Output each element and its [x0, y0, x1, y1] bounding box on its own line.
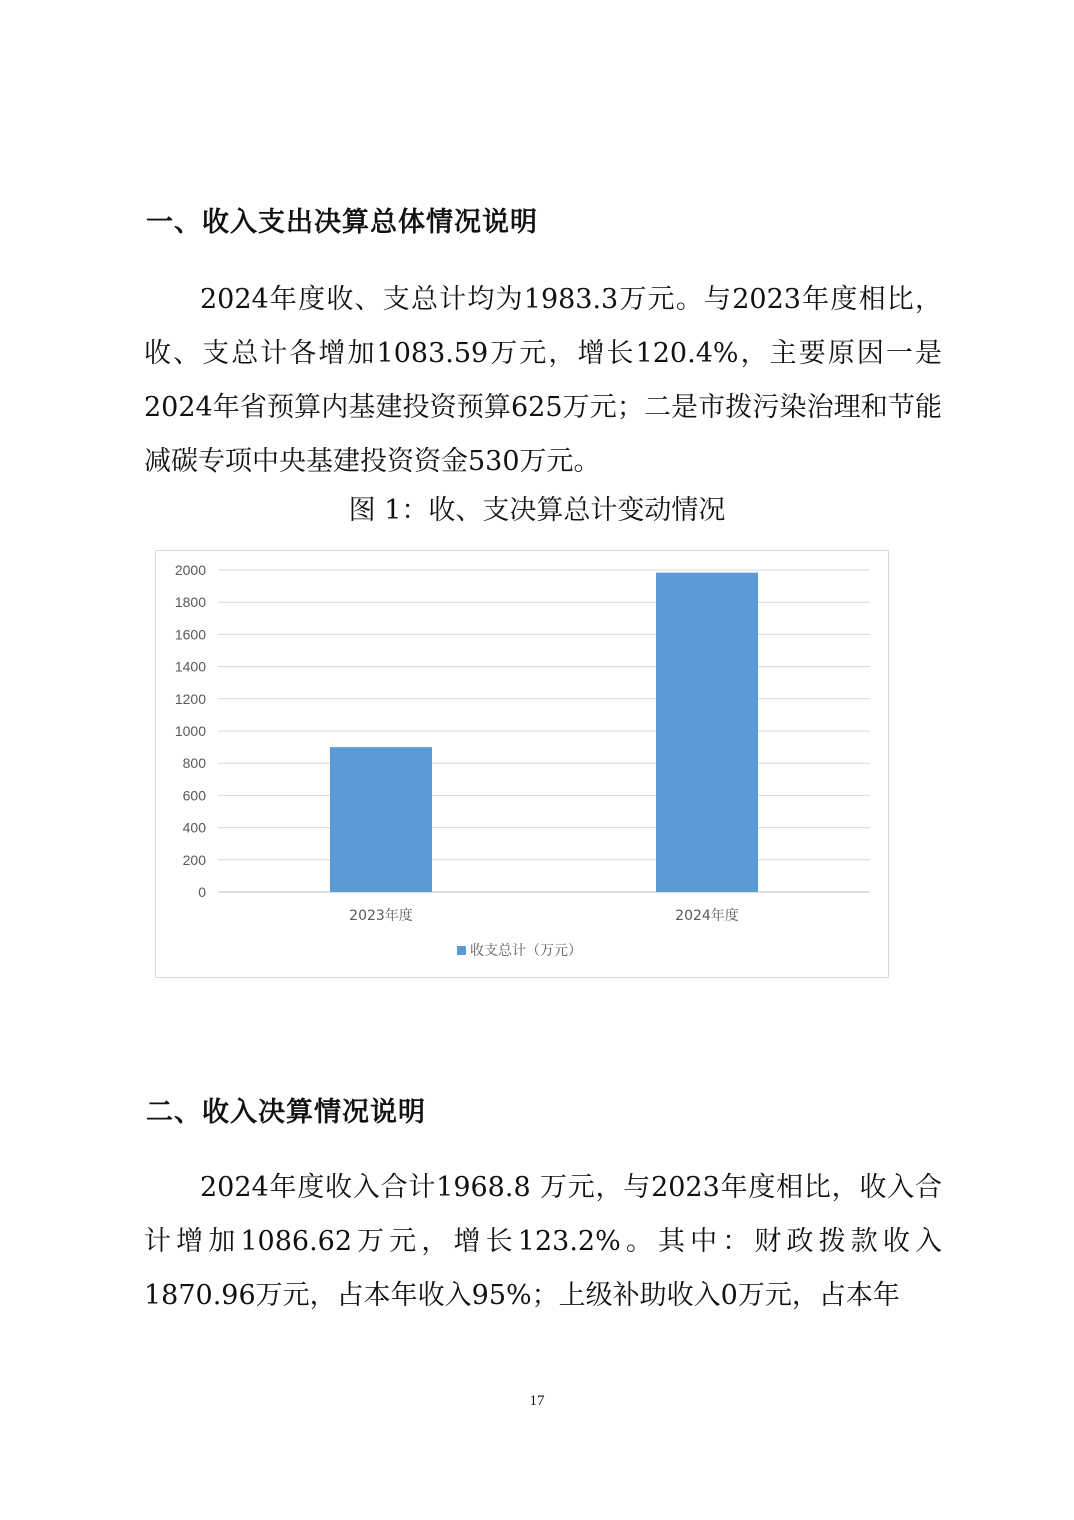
y-tick-label: 1000 — [174, 723, 206, 739]
x-axis-labels — [349, 907, 739, 924]
y-axis-ticks — [175, 562, 206, 900]
section1-paragraph: 2024年度收、支总计均为1983.3万元。与2023年度相比，收、支总计各增加1083.59万元，增长120.4%，主要原因一是2024年省预算内基建投资预算625万元；二是市拨污染治理和节能减碳专项中央基建投资资金530万元。 — [144, 284, 942, 477]
y-tick-label: 0 — [198, 884, 206, 900]
y-tick-label: 2000 — [174, 562, 206, 578]
chart-svg — [156, 551, 888, 977]
x-category-label: 2024年度 — [675, 908, 739, 924]
x-category-label: 2023年度 — [349, 908, 413, 924]
section2-heading: 二、收入决算情况说明 — [146, 1097, 426, 1128]
bar-chart — [155, 550, 889, 978]
legend-swatch — [457, 946, 466, 955]
section1-heading: 一、收入支出决算总体情况说明 — [146, 207, 538, 238]
y-tick-label: 800 — [182, 755, 206, 772]
y-tick-label: 600 — [182, 787, 206, 804]
chart-grid — [218, 570, 870, 892]
legend-label: 收支总计（万元） — [470, 943, 582, 959]
y-tick-label: 200 — [182, 851, 206, 868]
page-number: 17 — [529, 1393, 545, 1409]
bar-2024年度 — [656, 573, 758, 892]
y-tick-label: 1200 — [174, 690, 206, 707]
y-tick-label: 1600 — [174, 626, 206, 643]
y-tick-label: 400 — [182, 819, 206, 836]
section2-paragraph: 2024年度收入合计1968.8 万元，与2023年度相比，收入合计增加1086.62万元，增长123.2%。其中：财政拨款收入1870.96万元，占本年收入95%；上级补助收入0万元，占本年 — [144, 1172, 942, 1311]
figure-caption: 图 1：收、支决算总计变动情况 — [348, 495, 726, 526]
chart-legend — [457, 942, 582, 959]
y-tick-label: 1800 — [174, 594, 206, 611]
chart-bars — [330, 573, 758, 892]
y-tick-label: 1400 — [174, 658, 206, 675]
bar-2023年度 — [330, 747, 432, 892]
